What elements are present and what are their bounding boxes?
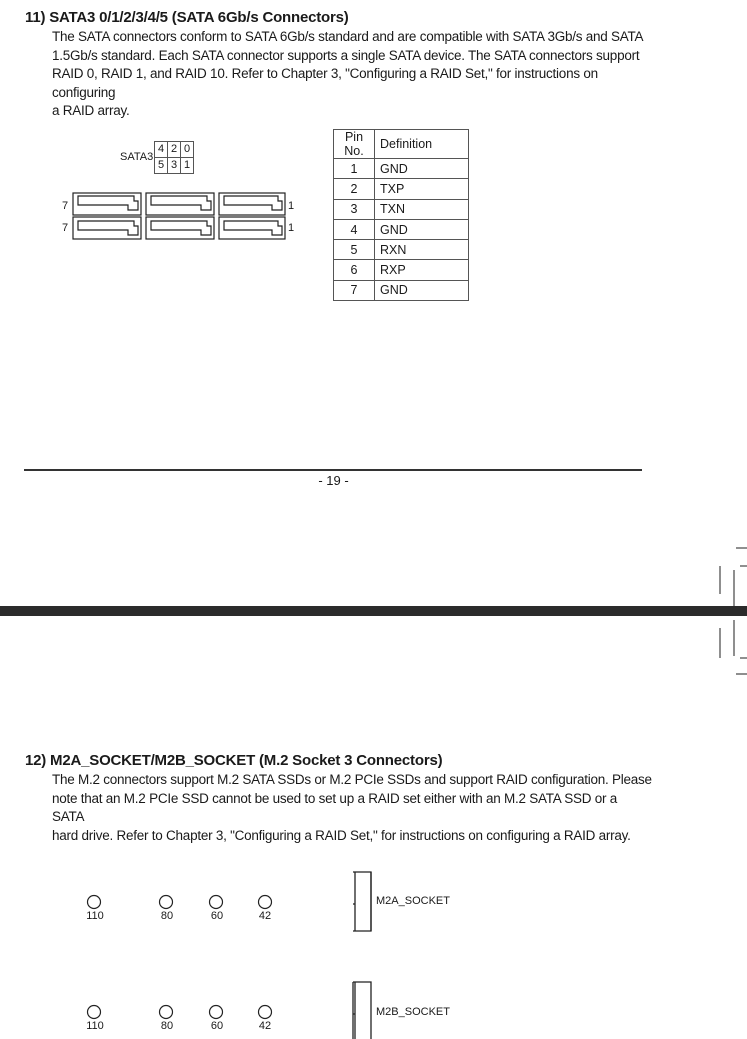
pin-definition: TXP bbox=[375, 179, 469, 199]
port-number: 3 bbox=[168, 158, 181, 173]
sata-connector-icon bbox=[73, 193, 141, 239]
port-number-row-bottom bbox=[154, 158, 194, 174]
mounting-hole-icon bbox=[160, 1006, 173, 1019]
page-separator bbox=[0, 606, 747, 616]
mounting-hole-icon bbox=[88, 896, 101, 909]
mounting-hole-icon bbox=[210, 896, 223, 909]
pin-definition: GND bbox=[375, 219, 469, 239]
section-12-heading: 12) M2A_SOCKET/M2B_SOCKET (M.2 Socket 3 Connectors) bbox=[25, 752, 443, 769]
pin-label-right-top: 1 bbox=[288, 200, 295, 212]
port-number: 2 bbox=[168, 142, 181, 157]
hole-label: 80 bbox=[160, 910, 174, 922]
pin-definition: GND bbox=[375, 159, 469, 179]
table-row bbox=[334, 240, 469, 260]
table-row bbox=[334, 159, 469, 179]
pin-definition-table bbox=[333, 129, 469, 301]
sata-label: SATA3 bbox=[120, 151, 154, 163]
hole-label: 60 bbox=[210, 1020, 224, 1032]
table-row bbox=[334, 280, 469, 300]
pin-label-left-top: 7 bbox=[62, 200, 69, 212]
pin-number: 5 bbox=[334, 240, 375, 260]
pin-label-right-bottom: 1 bbox=[288, 222, 295, 234]
pin-number: 3 bbox=[334, 199, 375, 219]
mounting-hole-icon bbox=[259, 896, 272, 909]
table-row bbox=[334, 219, 469, 239]
paragraph-line: The M.2 connectors support M.2 SATA SSDs or M.2 PCIe SSDs and support RAID configuration. Please bbox=[52, 772, 652, 787]
pin-number: 7 bbox=[334, 280, 375, 300]
pin-definition: RXN bbox=[375, 240, 469, 260]
pin-label-left-bottom: 7 bbox=[62, 222, 69, 234]
m2a-socket-icon bbox=[349, 870, 375, 934]
hole-label: 110 bbox=[86, 910, 104, 922]
pin-definition: TXN bbox=[375, 199, 469, 219]
mounting-hole-icon bbox=[160, 896, 173, 909]
paragraph-line: a RAID array. bbox=[52, 103, 130, 119]
paragraph-line: 1.5Gb/s standard. Each SATA connector supports a single SATA device. The SATA connectors support bbox=[52, 47, 640, 63]
m2b-socket-icon bbox=[349, 980, 375, 1039]
hole-label: 80 bbox=[160, 1020, 174, 1032]
sata-connector-icon bbox=[146, 193, 214, 239]
paragraph-line: RAID 0, RAID 1, and RAID 10. Refer to Chapter 3, "Configuring a RAID Set," for instructions on configuring bbox=[52, 66, 598, 100]
hole-label: 60 bbox=[210, 910, 224, 922]
hole-label: 110 bbox=[86, 1020, 104, 1032]
m2a-socket-label: M2A_SOCKET bbox=[376, 895, 450, 907]
sata-port-numbering bbox=[154, 141, 194, 174]
sata-connectors-drawing bbox=[72, 192, 286, 240]
m2b-socket-label: M2B_SOCKET bbox=[376, 1006, 450, 1018]
port-number-row-top bbox=[154, 141, 194, 158]
table-row bbox=[334, 179, 469, 199]
table-row bbox=[334, 199, 469, 219]
paragraph-line: The SATA connectors conform to SATA 6Gb/s standard and are compatible with SATA 3Gb/s and SATA bbox=[52, 29, 644, 44]
m2a-mounting-holes bbox=[84, 893, 280, 913]
mounting-hole-icon bbox=[88, 1006, 101, 1019]
section-12-description bbox=[52, 771, 652, 845]
section-11-description bbox=[52, 28, 652, 121]
mounting-hole-icon bbox=[210, 1006, 223, 1019]
port-number: 5 bbox=[155, 158, 168, 173]
pin-definition: RXP bbox=[375, 260, 469, 280]
port-number: 4 bbox=[155, 142, 168, 157]
mounting-hole-icon bbox=[259, 1006, 272, 1019]
port-number: 1 bbox=[183, 159, 191, 171]
section-11-heading: 11) SATA3 0/1/2/3/4/5 (SATA 6Gb/s Connectors) bbox=[25, 9, 349, 26]
pin-number: 4 bbox=[334, 219, 375, 239]
paragraph-line: hard drive. Refer to Chapter 3, "Configuring a RAID Set," for instructions on configuring a RAID array. bbox=[52, 827, 631, 843]
pin-number: 1 bbox=[334, 159, 375, 179]
footer-rule bbox=[24, 469, 642, 471]
sata-connector-icon bbox=[219, 193, 285, 239]
hole-label: 42 bbox=[258, 910, 272, 922]
table-row bbox=[334, 260, 469, 280]
hole-label: 42 bbox=[258, 1020, 272, 1032]
pin-definition: GND bbox=[375, 280, 469, 300]
paragraph-line: note that an M.2 PCIe SSD cannot be used to set up a RAID set either with an M.2 SATA SSD or a SATA bbox=[52, 790, 618, 825]
header-pin-no: Pin No. bbox=[334, 130, 375, 159]
port-number: 0 bbox=[183, 143, 191, 155]
crop-marks-icon bbox=[712, 540, 747, 680]
pin-number: 6 bbox=[334, 260, 375, 280]
m2b-mounting-holes bbox=[84, 1003, 280, 1023]
pin-number: 2 bbox=[334, 179, 375, 199]
header-definition: Definition bbox=[375, 130, 469, 159]
table-header-row bbox=[334, 130, 469, 159]
page-number: - 19 - bbox=[318, 473, 349, 488]
